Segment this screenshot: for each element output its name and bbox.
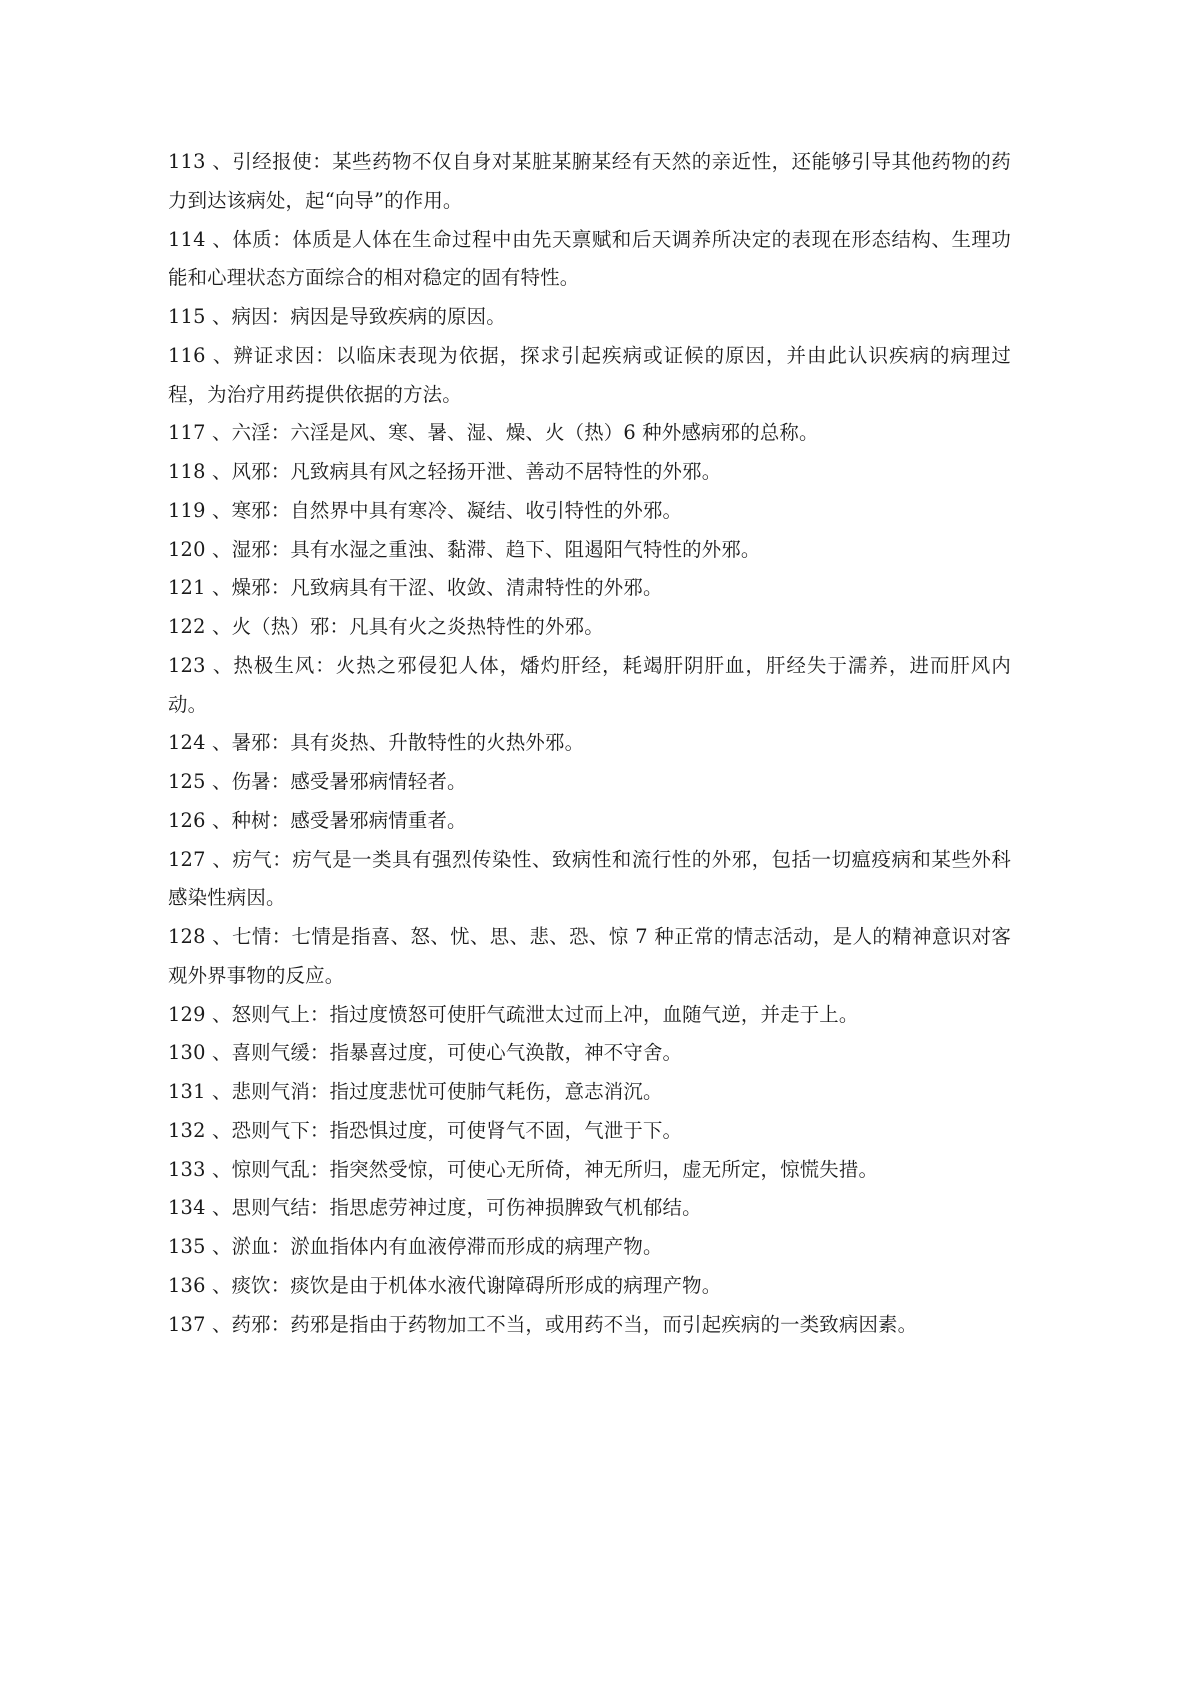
glossary-entry-128: 128 、七情：七情是指喜、怒、忧、思、悲、恐、惊 7 种正常的情志活动，是人的精神意识对客观外界事物的反应。 [168,925,1011,987]
glossary-entry-114: 114 、体质：体质是人体在生命过程中由先天禀赋和后天调养所决定的表现在形态结构、生理功能和心理状态方面综合的相对稳定的固有特性。 [168,227,1011,290]
glossary-list [168,143,1011,1344]
glossary-entry-117: 117 、六淫：六淫是风、寒、暑、湿、燥、火（热）6 种外感病邪的总称。 [168,421,819,445]
glossary-entry-130: 130 、喜则气缓：指暴喜过度，可使心气涣散，神不守舍。 [168,1041,683,1065]
glossary-entry-129: 129 、怒则气上：指过度愤怒可使肝气疏泄太过而上冲，血随气逆，并走于上。 [168,1002,859,1026]
glossary-entry-125: 125 、伤暑：感受暑邪病情轻者。 [168,770,467,793]
glossary-entry-122: 122 、火（热）邪：凡具有火之炎热特性的外邪。 [168,615,604,638]
glossary-entry-121: 121 、燥邪：凡致病具有干涩、收敛、清肃特性的外邪。 [168,576,663,600]
glossary-entry-124: 124 、暑邪：具有炎热、升散特性的火热外邪。 [168,731,585,755]
glossary-entry-113: 113 、引经报使：某些药物不仅自身对某脏某腑某经有天然的亲近性，还能够引导其他药物的药力到达该病处，起“向导”的作用。 [168,150,1011,212]
glossary-entry-123: 123 、热极生风：火热之邪侵犯人体，燔灼肝经，耗竭肝阴肝血，肝经失于濡养，进而肝风内动。 [168,653,1011,716]
glossary-entry-120: 120 、湿邪：具有水湿之重浊、黏滞、趋下、阻遏阳气特性的外邪。 [168,537,761,561]
glossary-entry-116: 116 、辨证求因：以临床表现为依据，探求引起疾病或证候的原因，并由此认识疾病的病理过程，为治疗用药提供依据的方法。 [168,343,1011,406]
glossary-entry-126: 126 、种树：感受暑邪病情重者。 [168,808,467,832]
glossary-entry-119: 119 、寒邪：自然界中具有寒冷、凝结、收引特性的外邪。 [168,498,683,522]
glossary-entry-131: 131 、悲则气消：指过度悲忧可使肺气耗伤，意志消沉。 [168,1080,663,1103]
glossary-entry-118: 118 、风邪：凡致病具有风之轻扬开泄、善动不居特性的外邪。 [168,460,722,483]
glossary-entry-133: 133 、惊则气乱：指突然受惊，可使心无所倚，神无所归，虚无所定，惊慌失措。 [168,1157,879,1181]
glossary-entry-136: 136 、痰饮：痰饮是由于机体水液代谢障碍所形成的病理产物。 [168,1273,722,1297]
glossary-entry-137: 137 、药邪：药邪是指由于药物加工不当，或用药不当，而引起疾病的一类致病因素。 [168,1312,918,1336]
glossary-entry-135: 135 、淤血：淤血指体内有血液停滞而形成的病理产物。 [168,1235,663,1258]
glossary-entry-134: 134 、思则气结：指思虑劳神过度，可伤神损脾致气机郁结。 [168,1196,702,1220]
glossary-entry-132: 132 、恐则气下：指恐惧过度，可使肾气不固，气泄于下。 [168,1118,683,1142]
glossary-entry-115: 115 、病因：病因是导致疾病的原因。 [168,305,506,328]
glossary-entry-127: 127 、疠气：疠气是一类具有强烈传染性、致病性和流行性的外邪，包括一切瘟疫病和某些外科感染性病因。 [168,847,1011,910]
